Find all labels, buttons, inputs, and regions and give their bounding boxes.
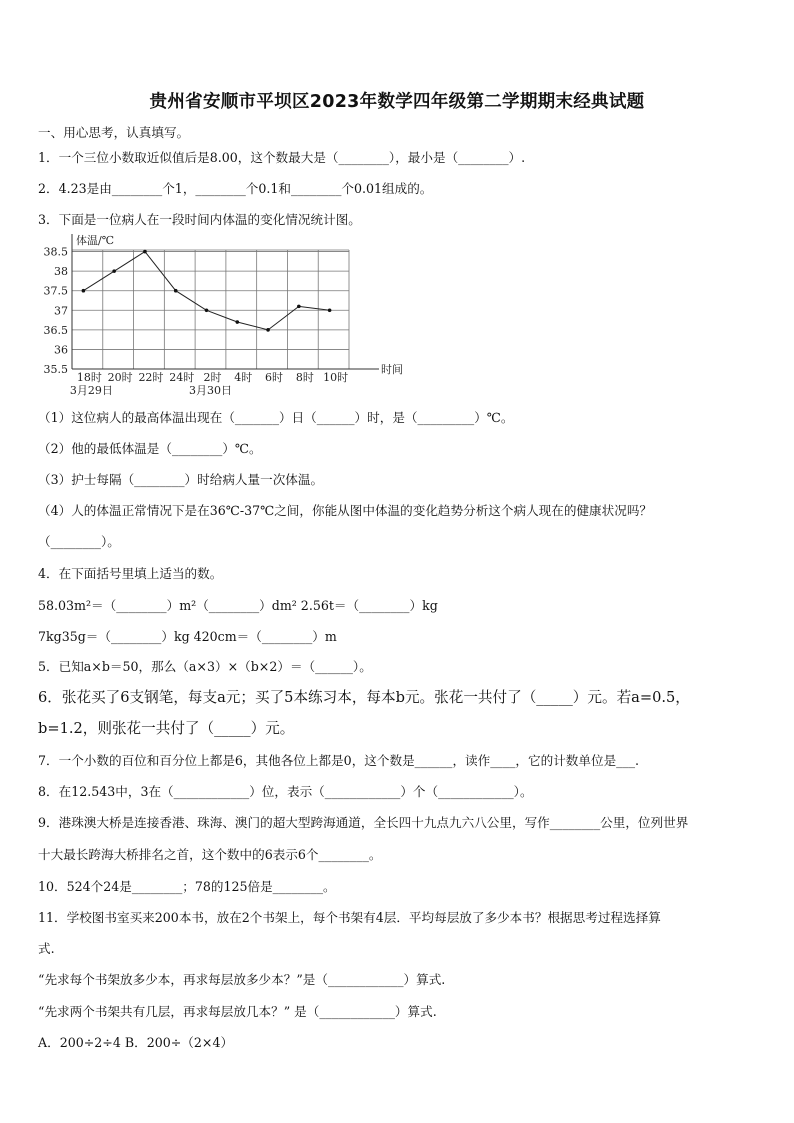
page-title: 贵州省安顺市平坝区2023年数学四年级第二学期期末经典试题: [149, 92, 645, 112]
question-11-option-text-1: “先求每个书架放多少本，再求每层放多少本？”是（____________）算式.: [38, 972, 446, 987]
y-axis-title: 体温/℃: [76, 234, 115, 247]
question-6-line-1: 6．张花买了6支钢笔，每支a元；买了5本练习本，每本b元。张花一共付了（_____）元。若a=0.5，: [38, 689, 690, 706]
x-tick-label: 18时: [76, 371, 102, 384]
y-tick-label: 38.5: [43, 245, 68, 259]
x-tick-label: 10时: [323, 371, 349, 384]
question-4-b: 7kg35g＝（________）kg 420cm＝（________）m: [38, 629, 337, 644]
y-tick-label: 37: [54, 304, 68, 318]
question-8: 8．在12.543中，3在（____________）位，表示（____________）个（____________）。: [38, 784, 533, 799]
x-tick-label: 22时: [138, 371, 164, 384]
data-point: [328, 308, 332, 312]
question-4-a: 58.03m²＝（________）m²（________）dm² 2.56t＝（________）kg: [38, 598, 438, 613]
question-3: 3．下面是一位病人在一段时间内体温的变化情况统计图。: [38, 212, 361, 227]
question-10: 10．524个24是________；78的125倍是________。: [38, 879, 336, 894]
x-tick-label: 20时: [107, 371, 133, 384]
question-2: 2．4.23是由________个1，________个0.1和________个0.01组成的。: [38, 181, 433, 196]
y-tick-label: 36: [54, 343, 68, 357]
x-axis-title: 时间: [381, 363, 403, 376]
question-7: 7．一个小数的百位和百分位上都是6，其他各位上都是0，这个数是______，读作____，它的计数单位是___.: [38, 753, 640, 768]
x-tick-label: 4时: [234, 371, 253, 384]
y-tick-label: 38: [54, 265, 68, 279]
y-tick-label: 35.5: [43, 363, 68, 376]
question-3-4: （4）人的体温正常情况下是在36℃-37℃之间，你能从图中体温的变化趋势分析这个病人现在的健康状况吗？: [38, 503, 653, 518]
date-label: 3月30日: [189, 384, 232, 397]
temperature-line-chart: [36, 228, 416, 400]
data-point: [174, 289, 178, 293]
y-tick-label: 37.5: [43, 284, 68, 298]
y-tick-label: 36.5: [43, 323, 68, 337]
x-tick-label: 6时: [265, 371, 284, 384]
question-3-4-answer: （________）。: [38, 534, 120, 549]
question-1: 1．一个三位小数取近似值后是8.00，这个数最大是（________），最小是（________）.: [38, 150, 526, 165]
question-3-2: （2）他的最低体温是（________）℃。: [38, 441, 262, 456]
question-5: 5．已知a×b＝50，那么（a×3）×（b×2）＝（______）。: [38, 659, 372, 674]
data-point: [112, 269, 116, 273]
question-3-1: （1）这位病人的最高体温出现在（_______）日（______）时，是（_________）℃。: [38, 410, 514, 425]
question-9-line-2: 十大最长跨海大桥排名之首，这个数中的6表示6个________。: [38, 847, 382, 862]
data-point: [297, 305, 301, 309]
data-point: [266, 328, 270, 332]
data-point: [205, 308, 209, 312]
x-tick-label: 2时: [203, 371, 222, 384]
question-11-option-text-2: “先求两个书架共有几层，再求每层放几本？” 是（____________）算式.: [38, 1004, 437, 1019]
question-11-line-2: 式.: [38, 941, 55, 956]
question-4: 4．在下面括号里填上适当的数。: [38, 566, 223, 581]
x-tick-label: 24时: [169, 371, 195, 384]
date-label: 3月29日: [69, 384, 113, 397]
question-11-line-1: 11．学校图书室买来200本书，放在2个书架上，每个书架有4层．平均每层放了多少本书？根据思考过程选择算: [38, 910, 661, 925]
question-6-line-2: b=1.2，则张花一共付了（_____）元。: [38, 720, 295, 737]
question-11-choices: A．200÷2÷4 B．200÷（2×4）: [38, 1035, 234, 1050]
section-heading: 一、用心思考，认真填写。: [38, 125, 190, 140]
x-tick-label: 8时: [295, 371, 314, 384]
data-point: [235, 320, 239, 324]
question-9-line-1: 9．港珠澳大桥是连接香港、珠海、澳门的超大型跨海通道，全长四十九点九六八公里，写作________公里，位列世界: [38, 815, 689, 830]
data-point: [143, 250, 147, 254]
question-3-3: （3）护士每隔（________）时给病人量一次体温。: [38, 472, 324, 487]
data-point: [82, 289, 86, 293]
